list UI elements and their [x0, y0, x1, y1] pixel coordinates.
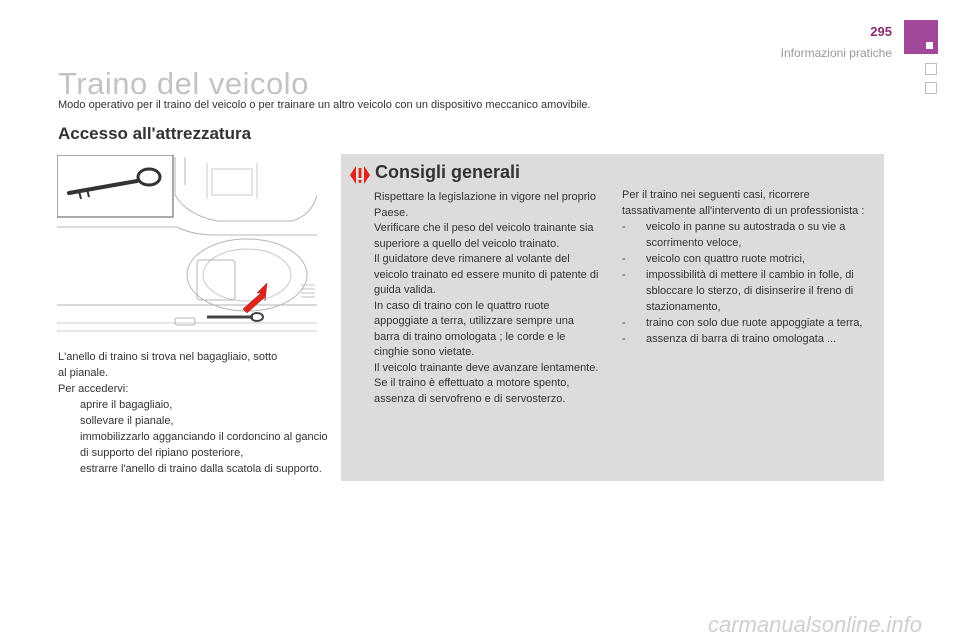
intro-text: Modo operativo per il traino del veicolo o per trainare un altro veicolo con un dispositivo meccanico amovibile.: [58, 99, 591, 111]
list-item-text: immobilizzarlo agganciando il cordoncino al gancio di supporto del ripiano posteriore,: [80, 431, 328, 459]
advice-paragraph: Rispettare la legislazione in vigore nel proprio Paese.: [374, 191, 596, 219]
chapter-tab-outline: [925, 82, 937, 94]
list-item: [622, 251, 877, 267]
chapter-tab-square: [926, 42, 933, 49]
list-item-text: impossibilità di mettere il cambio in folle, di sbloccare lo sterzo, di disinserire il freno di stazionamento,: [646, 269, 854, 313]
list-item-text: assenza di barra di traino omologata ...: [646, 333, 837, 345]
list-item: [622, 219, 877, 251]
list-item: [58, 461, 328, 477]
advice-paragraph: Verificare che il peso del veicolo trainante sia superiore a quello del veicolo trainato.: [374, 222, 594, 250]
list-item: [622, 315, 877, 331]
advice-paragraph: Il veicolo trainante deve avanzare lentamente.: [374, 361, 599, 374]
list-item: [58, 413, 328, 429]
list-item: [622, 267, 877, 315]
advice-paragraph: Se il traino è effettuato a motore spento, assenza di servofreno e di servosterzo.: [374, 377, 570, 405]
chapter-tab: [904, 20, 938, 54]
text-line: Per accedervi:: [58, 383, 129, 395]
dash-marker: -: [622, 221, 626, 233]
dash-marker: -: [622, 333, 626, 345]
page-number: 295: [870, 24, 892, 39]
text-line: al pianale.: [58, 367, 109, 379]
list-item-text: traino con solo due ruote appoggiate a terra,: [646, 317, 863, 329]
text-line: L'anello di traino si trova nel bagagliaio, sotto: [58, 351, 278, 363]
dash-marker: -: [622, 253, 626, 265]
chapter-tab-outline: [925, 63, 937, 75]
advice-paragraph: In caso di traino con le quattro ruote appoggiate a terra, utilizzare sempre una barra di traino omologata ; le corde e le cinghie sono vietate.: [374, 299, 574, 358]
list-item-text: estrarre l'anello di traino dalla scatola di supporto.: [80, 463, 322, 475]
list-item-text: veicolo con quattro ruote motrici,: [646, 253, 805, 265]
warning-icon: [350, 165, 370, 185]
advice-title: Consigli generali: [375, 162, 521, 182]
left-instructions: [58, 349, 328, 477]
advice-box: [341, 154, 884, 481]
dash-marker: -: [622, 317, 626, 329]
advice-intro: Per il traino nei seguenti casi, ricorrere tassativamente all'intervento di un professionista :: [622, 189, 865, 217]
list-item-text: sollevare il pianale,: [80, 415, 174, 427]
trunk-illustration: [57, 155, 317, 340]
list-item: [58, 429, 328, 461]
list-item-text: aprire il bagagliaio,: [80, 399, 173, 411]
advice-column-1: [374, 190, 599, 407]
list-item: [622, 331, 877, 347]
dash-marker: -: [622, 269, 626, 281]
advice-column-2: [622, 187, 877, 347]
footer-watermark: carmanualsonline.info: [708, 612, 923, 637]
section-name: Informazioni pratiche: [780, 46, 892, 60]
list-item: [58, 397, 328, 413]
page-title: Traino del veicolo: [58, 66, 309, 101]
section-subtitle: Accesso all'attrezzatura: [58, 124, 252, 143]
list-item-text: veicolo in panne su autostrada o su vie a scorrimento veloce,: [646, 221, 846, 249]
advice-paragraph: Il guidatore deve rimanere al volante del veicolo trainato ed essere munito di patente di guida valida.: [374, 253, 599, 296]
